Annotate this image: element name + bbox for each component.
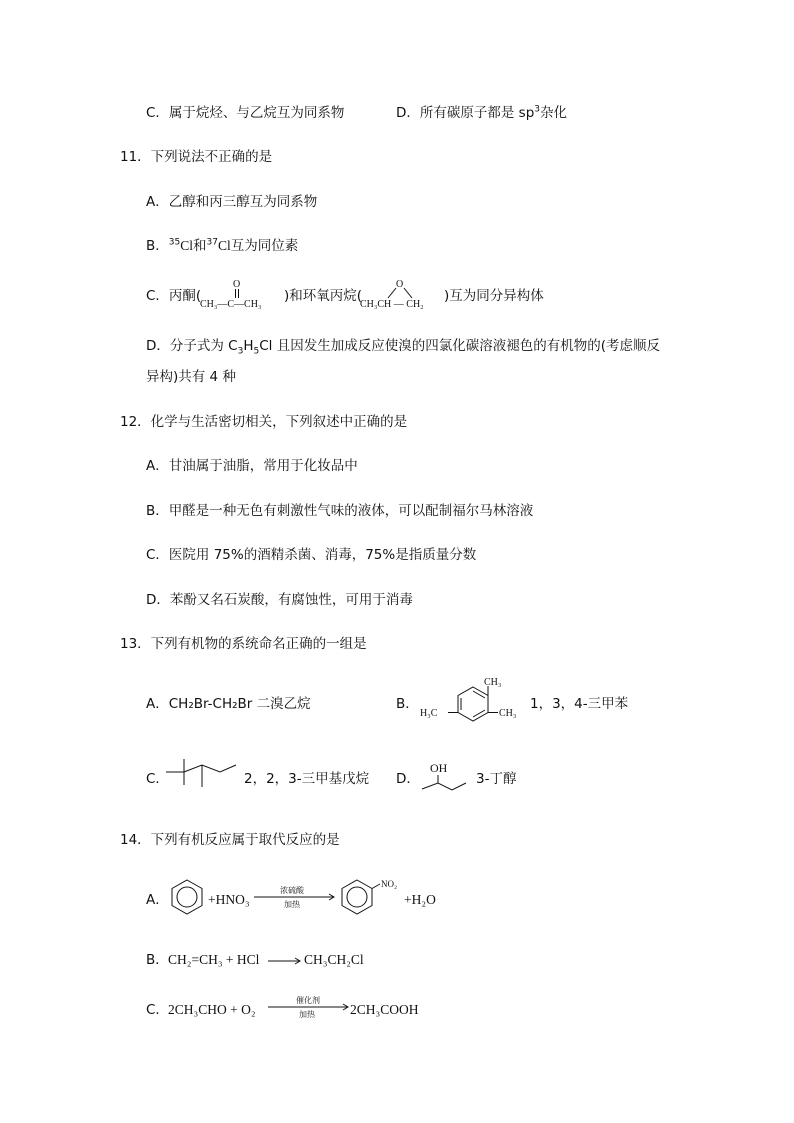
q11-stem: 11．下列说法不正确的是 bbox=[120, 149, 273, 165]
q11-option-b: B．$^{35}$Cl和$^{37}$Cl互为同位素 bbox=[146, 237, 299, 254]
q12-option-d: D．苯酚又名石炭酸，有腐蚀性，可用于消毒 bbox=[146, 592, 413, 608]
q14-option-c-lhs: 2CH₃CHO + O₂ bbox=[168, 1002, 256, 1017]
q14-option-b-lhs: CH₂=CH₃ + HCl bbox=[168, 952, 260, 967]
q13-option-c-name: 2，2，3-三甲基戊烷 bbox=[244, 771, 370, 787]
svg-text:NO₂: NO₂ bbox=[381, 879, 398, 889]
trimethylpentane-skeleton bbox=[164, 757, 240, 797]
q14-stem: 14．下列有机反应属于取代反应的是 bbox=[120, 832, 340, 848]
q12-stem: 12．化学与生活密切相关，下列叙述中正确的是 bbox=[120, 414, 408, 430]
svg-text:CH₃: CH₃ bbox=[484, 677, 502, 688]
q14-option-b-label: B． bbox=[146, 952, 169, 968]
q10-option-d: D．所有碳原子都是 $sp^3$杂化 bbox=[396, 104, 568, 121]
svg-text:OH: OH bbox=[430, 761, 448, 775]
svg-text:CH₃—C—CH₃: CH₃—C—CH₃ bbox=[200, 299, 262, 310]
svg-text:加热: 加热 bbox=[299, 1010, 315, 1019]
q10-option-c: C．属于烷烃、与乙烷互为同系物 bbox=[146, 105, 345, 121]
q14-option-c-label: C． bbox=[146, 1002, 169, 1018]
q11-option-d-line1: D．分子式为 $C_3H_5Cl$ 且因发生加成反应使溴的四氯化碳溶液褪色的有机物的(考虑顺反 bbox=[146, 338, 660, 357]
svg-text:O: O bbox=[233, 279, 241, 290]
svg-text:H₃C: H₃C bbox=[420, 708, 438, 719]
svg-text:催化剂: 催化剂 bbox=[296, 996, 320, 1005]
q13-option-a: A．CH₂Br-CH₂Br 二溴乙烷 bbox=[146, 696, 311, 712]
q11-option-c-tail: )互为同分异构体 bbox=[444, 288, 544, 304]
q11-option-c-mid: )和环氧丙烷( bbox=[284, 288, 363, 304]
svg-text:CH₃CH — CH₂: CH₃CH — CH₂ bbox=[360, 299, 424, 310]
trimethylbenzene-structure bbox=[420, 676, 530, 726]
q12-option-c: C．医院用 75%的酒精杀菌、消毒，75%是指质量分数 bbox=[146, 547, 477, 563]
q14-option-b-rhs: CH₃CH₂Cl bbox=[304, 952, 364, 967]
acetone-structure bbox=[200, 278, 280, 312]
epoxypropane-structure bbox=[360, 278, 440, 312]
butanol-skeleton bbox=[418, 758, 478, 798]
reaction-arrow-a bbox=[254, 886, 336, 910]
q13-stem: 13．下列有机物的系统命名正确的一组是 bbox=[120, 636, 367, 652]
reaction-arrow-c bbox=[268, 996, 350, 1020]
svg-text:加热: 加热 bbox=[284, 900, 300, 909]
q12-option-a: A．甘油属于油脂，常用于化妆品中 bbox=[146, 458, 358, 474]
q14-option-a-reagent: +HNO₃ bbox=[208, 892, 250, 907]
q12-option-b: B．甲醛是一种无色有刺激性气味的液体，可以配制福尔马林溶液 bbox=[146, 503, 534, 519]
svg-text:O: O bbox=[396, 279, 404, 290]
benzene-ring-icon bbox=[168, 878, 206, 918]
svg-text:浓硫酸: 浓硫酸 bbox=[280, 886, 304, 895]
q13-option-d-name: 3-丁醇 bbox=[476, 771, 517, 787]
q14-option-a-product: +H₂O bbox=[404, 892, 436, 907]
q13-option-b-name: 1，3，4-三甲苯 bbox=[530, 696, 629, 712]
q13-option-c-label: C． bbox=[146, 771, 169, 787]
q14-option-c-rhs: 2CH₃COOH bbox=[350, 1002, 419, 1017]
q11-option-a: A．乙醇和丙三醇互为同系物 bbox=[146, 194, 318, 210]
reaction-arrow-b bbox=[268, 954, 304, 968]
q13-option-d-label: D． bbox=[396, 771, 420, 787]
q11-option-c-label: C．丙酮( bbox=[146, 288, 202, 304]
svg-text:CH₃: CH₃ bbox=[499, 708, 517, 719]
q11-option-d-line2: 异构)共有 4 种 bbox=[146, 369, 236, 385]
q14-option-a-label: A． bbox=[146, 892, 169, 908]
nitrobenzene-structure bbox=[338, 876, 404, 918]
q13-option-b-label: B． bbox=[396, 696, 419, 712]
